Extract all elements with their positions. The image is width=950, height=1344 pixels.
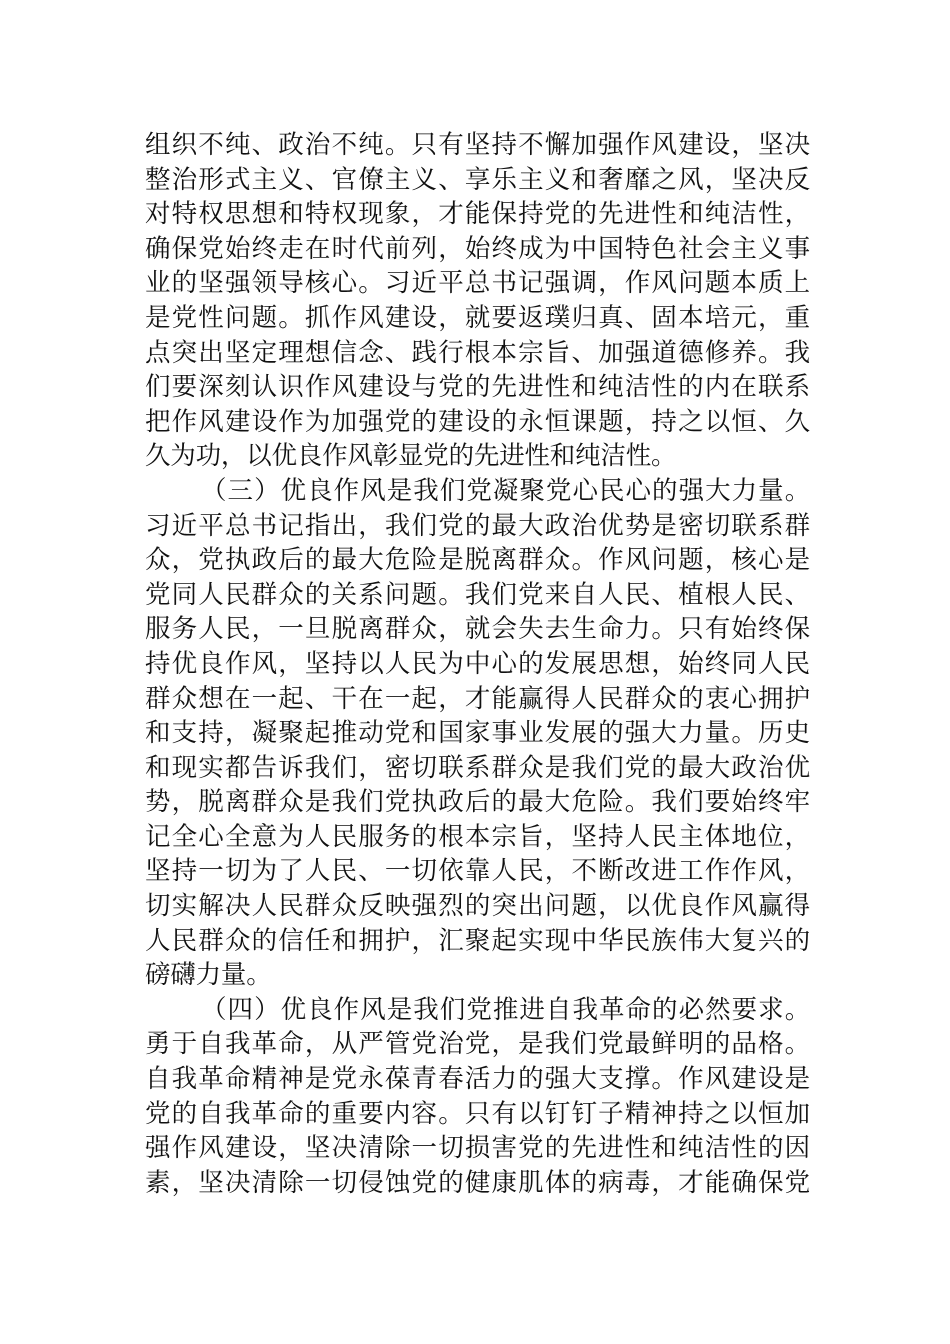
text-line: 众，党执政后的最大危险是脱离群众。作风问题，核心是 xyxy=(145,545,810,576)
text-line: 切实解决人民群众反映强烈的突出问题，以优良作风赢得 xyxy=(145,891,810,922)
text-line: 确保党始终走在时代前列，始终成为中国特色社会主义事 xyxy=(145,233,810,264)
text-line: 群众想在一起、干在一起，才能赢得人民群众的衷心拥护 xyxy=(145,683,810,714)
text-line: 磅礴力量。 xyxy=(145,960,272,991)
text-line: 把作风建设作为加强党的建设的永恒课题，持之以恒、久 xyxy=(145,406,810,437)
text-line: 习近平总书记指出，我们党的最大政治优势是密切联系群 xyxy=(145,510,810,541)
text-line: 业的坚强领导核心。习近平总书记强调，作风问题本质上 xyxy=(145,268,810,299)
text-line: 服务人民，一旦脱离群众，就会失去生命力。只有始终保 xyxy=(145,614,810,645)
text-line: 和现实都告诉我们，密切联系群众是我们党的最大政治优 xyxy=(145,752,810,783)
text-line: 持优良作风，坚持以人民为中心的发展思想，始终同人民 xyxy=(145,648,810,679)
text-line: 是党性问题。抓作风建设，就要返璞归真、固本培元，重 xyxy=(145,302,810,333)
text-line: 久为功，以优良作风彰显党的先进性和纯洁性。 xyxy=(145,441,677,472)
text-line: 素，坚决清除一切侵蚀党的健康肌体的病毒，才能确保党 xyxy=(145,1167,810,1198)
text-line: 们要深刻认识作风建设与党的先进性和纯洁性的内在联系 xyxy=(145,372,810,403)
text-line: 勇于自我革命，从严管党治党，是我们党最鲜明的品格。 xyxy=(145,1029,810,1060)
text-line: 点突出坚定理想信念、践行根本宗旨、加强道德修养。我 xyxy=(145,337,810,368)
text-line: 人民群众的信任和拥护，汇聚起实现中华民族伟大复兴的 xyxy=(145,925,810,956)
text-line: 党同人民群众的关系问题。我们党来自人民、植根人民、 xyxy=(145,579,810,610)
section-heading-line: （三）优良作风是我们党凝聚党心民心的强大力量。 xyxy=(201,475,810,506)
text-line: 对特权思想和特权现象，才能保持党的先进性和纯洁性， xyxy=(145,199,810,230)
text-line: 势，脱离群众是我们党执政后的最大危险。我们要始终牢 xyxy=(145,787,810,818)
text-line: 和支持，凝聚起推动党和国家事业发展的强大力量。历史 xyxy=(145,718,810,749)
text-line: 组织不纯、政治不纯。只有坚持不懈加强作风建设，坚决 xyxy=(145,130,810,160)
text-line: 整治形式主义、官僚主义、享乐主义和奢靡之风，坚决反 xyxy=(145,164,810,195)
text-line: 自我革命精神是党永葆青春活力的强大支撑。作风建设是 xyxy=(145,1064,810,1095)
text-line: 党的自我革命的重要内容。只有以钉钉子精神持之以恒加 xyxy=(145,1098,810,1129)
section-heading-line: （四）优良作风是我们党推进自我革命的必然要求。 xyxy=(201,994,810,1025)
text-line: 强作风建设，坚决清除一切损害党的先进性和纯洁性的因 xyxy=(145,1133,810,1164)
text-line: 坚持一切为了人民、一切依靠人民，不断改进工作作风， xyxy=(145,856,810,887)
text-line: 记全心全意为人民服务的根本宗旨，坚持人民主体地位， xyxy=(145,821,810,852)
body-text xyxy=(145,128,810,1200)
